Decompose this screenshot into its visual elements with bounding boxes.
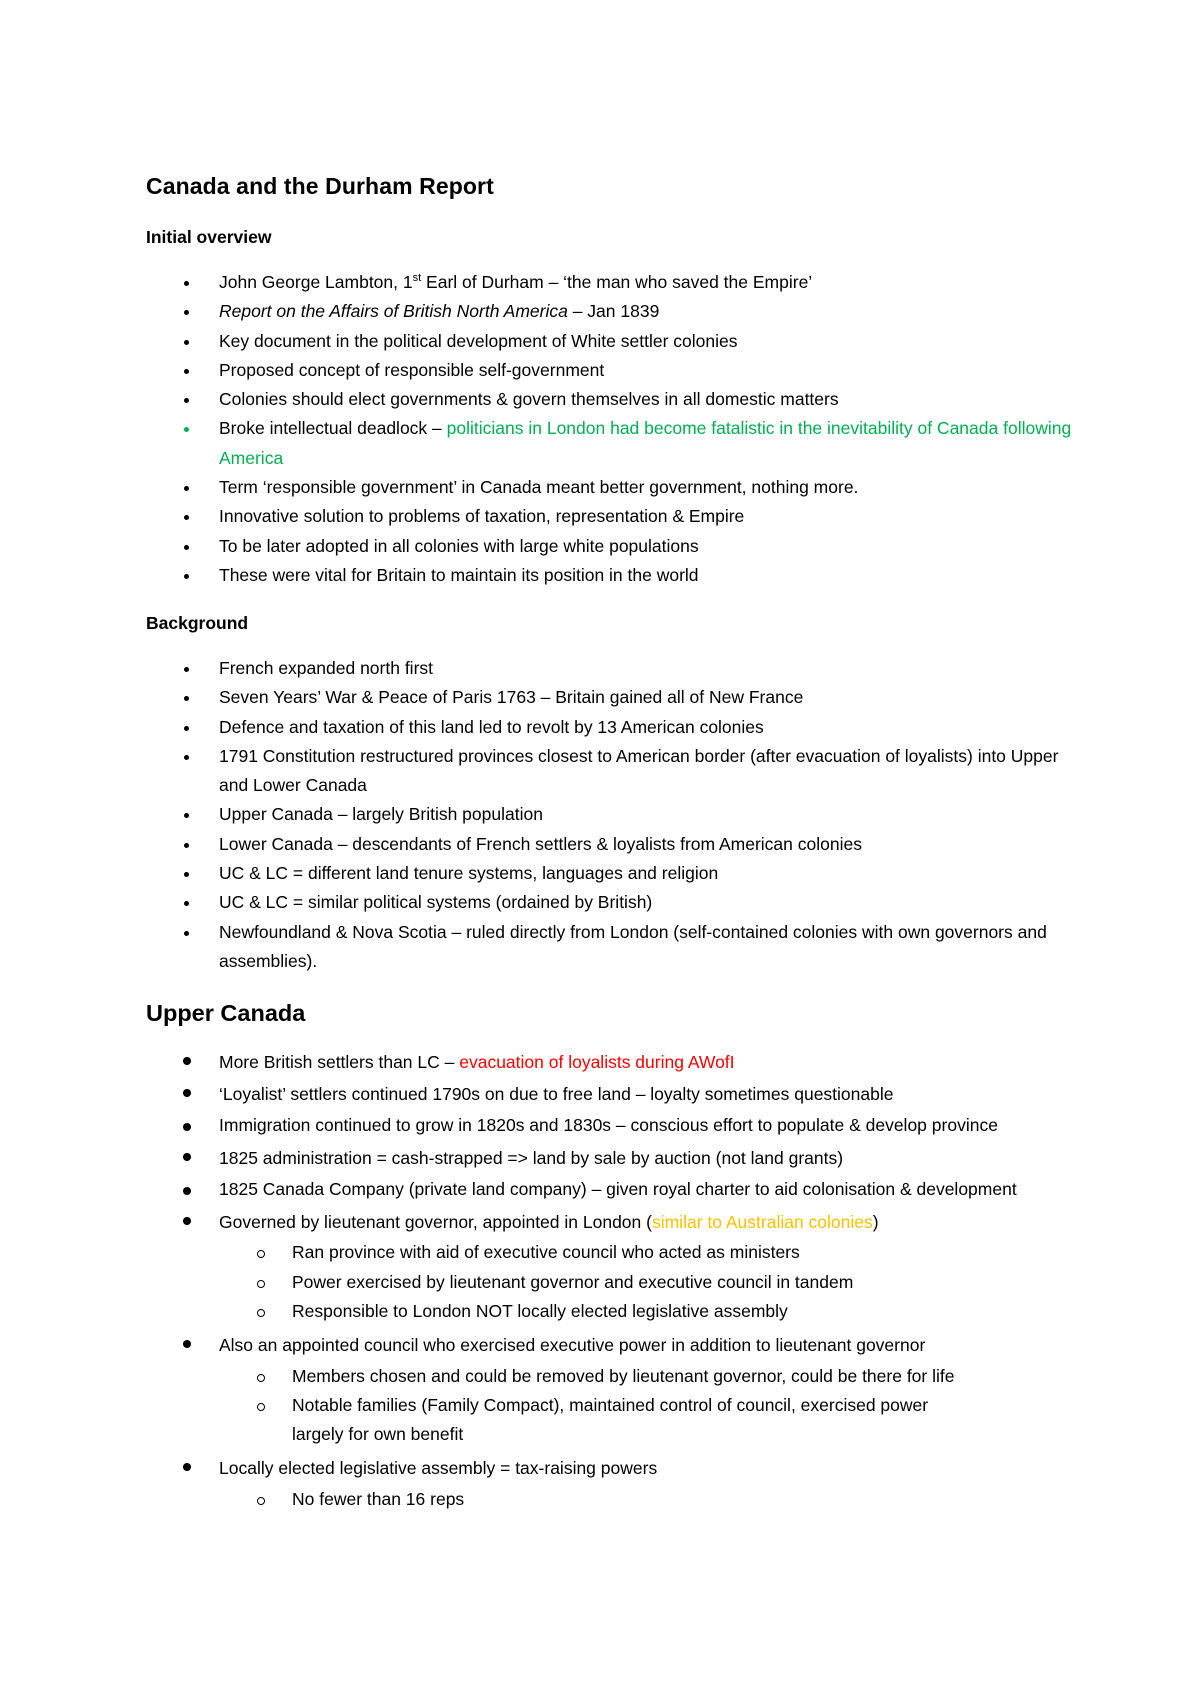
sub-list-item: Responsible to London NOT locally elected legislative assembly xyxy=(0,1297,1090,1326)
list-item: These were vital for Britain to maintain its position in the world xyxy=(0,561,1200,590)
list-item: 1825 Canada Company (private land company) – given royal charter to aid colonisation & development xyxy=(0,1175,1200,1204)
circle-bullet-icon xyxy=(257,1309,265,1317)
list-item: Broke intellectual deadlock – politicians in London had become fatalistic in the inevitability of Canada following America xyxy=(0,414,1200,473)
list-item: To be later adopted in all colonies with large white populations xyxy=(0,532,1200,561)
sub-list-item: Notable families (Family Compact), maintained control of council, exercised power largely for own benefit xyxy=(0,1391,1090,1450)
list-item: Key document in the political development of White settler colonies xyxy=(0,327,1200,356)
list-item: Newfoundland & Nova Scotia – ruled directly from London (self-contained colonies with own governors and assemblies). xyxy=(0,918,1200,977)
bullet-icon xyxy=(184,755,189,760)
list-item: Also an appointed council who exercised executive power in addition to lieutenant governor Members chosen and could be removed by lieutenant governor, could be there for life Notable families (Family Compact), maintained control of council, exercised power largely for own benefit xyxy=(0,1329,1200,1449)
sub-list-item: Ran province with aid of executive council who acted as ministers xyxy=(0,1238,1090,1267)
list-item: Innovative solution to problems of taxation, representation & Empire xyxy=(0,502,1200,531)
bullet-icon xyxy=(184,340,189,345)
list-item: Locally elected legislative assembly = tax-raising powers No fewer than 16 reps xyxy=(0,1452,1200,1514)
bullet-icon xyxy=(184,545,189,550)
list-item: 1825 administration = cash-strapped => land by sale by auction (not land grants) xyxy=(0,1142,1200,1174)
bullet-icon xyxy=(183,1123,191,1131)
bullet-icon xyxy=(183,1153,191,1161)
bullet-icon xyxy=(184,574,189,579)
list-item: ‘Loyalist’ settlers continued 1790s on due to free land – loyalty sometimes questionable xyxy=(0,1078,1200,1110)
circle-bullet-icon xyxy=(257,1250,265,1258)
upper-canada-list xyxy=(0,1046,1200,1514)
list-item: 1791 Constitution restructured provinces closest to American border (after evacuation of loyalists) into Upper and Lower Canada xyxy=(0,742,1200,801)
bullet-icon xyxy=(183,1217,191,1225)
list-item: John George Lambton, 1st Earl of Durham – ‘the man who saved the Empire’ xyxy=(0,268,1200,297)
circle-bullet-icon xyxy=(257,1497,265,1505)
bullet-icon xyxy=(184,843,189,848)
list-item: UC & LC = similar political systems (ordained by British) xyxy=(0,888,1200,917)
bullet-icon xyxy=(184,398,189,403)
bullet-icon xyxy=(183,1187,191,1195)
background-heading: Background xyxy=(146,613,249,633)
bullet-icon xyxy=(183,1463,191,1471)
list-item: Seven Years’ War & Peace of Paris 1763 – Britain gained all of New France xyxy=(0,683,1200,712)
bullet-icon xyxy=(184,486,189,491)
bullet-icon xyxy=(184,901,189,906)
bullet-icon xyxy=(184,696,189,701)
bullet-icon xyxy=(184,515,189,520)
bullet-icon xyxy=(184,726,189,731)
background-list xyxy=(0,654,1200,976)
list-item: French expanded north first xyxy=(0,654,1200,683)
bullet-icon xyxy=(184,872,189,877)
bullet-icon xyxy=(183,1089,191,1097)
bullet-icon xyxy=(184,813,189,818)
bullet-icon xyxy=(184,931,189,936)
list-item: Upper Canada – largely British population xyxy=(0,800,1200,829)
list-item: Immigration continued to grow in 1820s and 1830s – conscious effort to populate & develop province xyxy=(0,1111,1200,1140)
sub-list-item: Power exercised by lieutenant governor and executive council in tandem xyxy=(0,1268,1090,1297)
circle-bullet-icon xyxy=(257,1280,265,1288)
document-title: Canada and the Durham Report xyxy=(146,173,494,199)
bullet-icon xyxy=(184,369,189,374)
list-item: Proposed concept of responsible self-government xyxy=(0,356,1200,385)
list-item: Defence and taxation of this land led to revolt by 13 American colonies xyxy=(0,713,1200,742)
sub-list xyxy=(0,1238,1090,1326)
list-item: More British settlers than LC – evacuation of loyalists during AWofI xyxy=(0,1046,1200,1078)
initial-overview-heading: Initial overview xyxy=(146,227,272,247)
circle-bullet-icon xyxy=(257,1374,265,1382)
bullet-icon xyxy=(183,1340,191,1348)
list-item: Report on the Affairs of British North America – Jan 1839 xyxy=(0,297,1200,326)
sub-list xyxy=(0,1362,1090,1450)
list-item: Lower Canada – descendants of French settlers & loyalists from American colonies xyxy=(0,830,1200,859)
list-item: Term ‘responsible government’ in Canada meant better government, nothing more. xyxy=(0,473,1200,502)
list-item: Colonies should elect governments & govern themselves in all domestic matters xyxy=(0,385,1200,414)
initial-overview-list xyxy=(0,268,1200,590)
bullet-icon xyxy=(184,427,189,432)
sub-list-item: Members chosen and could be removed by lieutenant governor, could be there for life xyxy=(0,1362,1090,1391)
sub-list xyxy=(0,1485,1090,1514)
bullet-icon xyxy=(184,281,189,286)
sub-list-item: No fewer than 16 reps xyxy=(0,1485,1090,1514)
list-item: Governed by lieutenant governor, appointed in London (similar to Australian colonies) Ran province with aid of executive council who acted as ministers Power exercised by lieutenant governor and executive council in tandem Responsible to London NOT locally elected legislative assembly xyxy=(0,1206,1200,1326)
bullet-icon xyxy=(184,667,189,672)
upper-canada-heading: Upper Canada xyxy=(146,1000,306,1026)
bullet-icon xyxy=(184,310,189,315)
bullet-icon xyxy=(183,1057,191,1065)
list-item: UC & LC = different land tenure systems, languages and religion xyxy=(0,859,1200,888)
circle-bullet-icon xyxy=(257,1403,265,1411)
